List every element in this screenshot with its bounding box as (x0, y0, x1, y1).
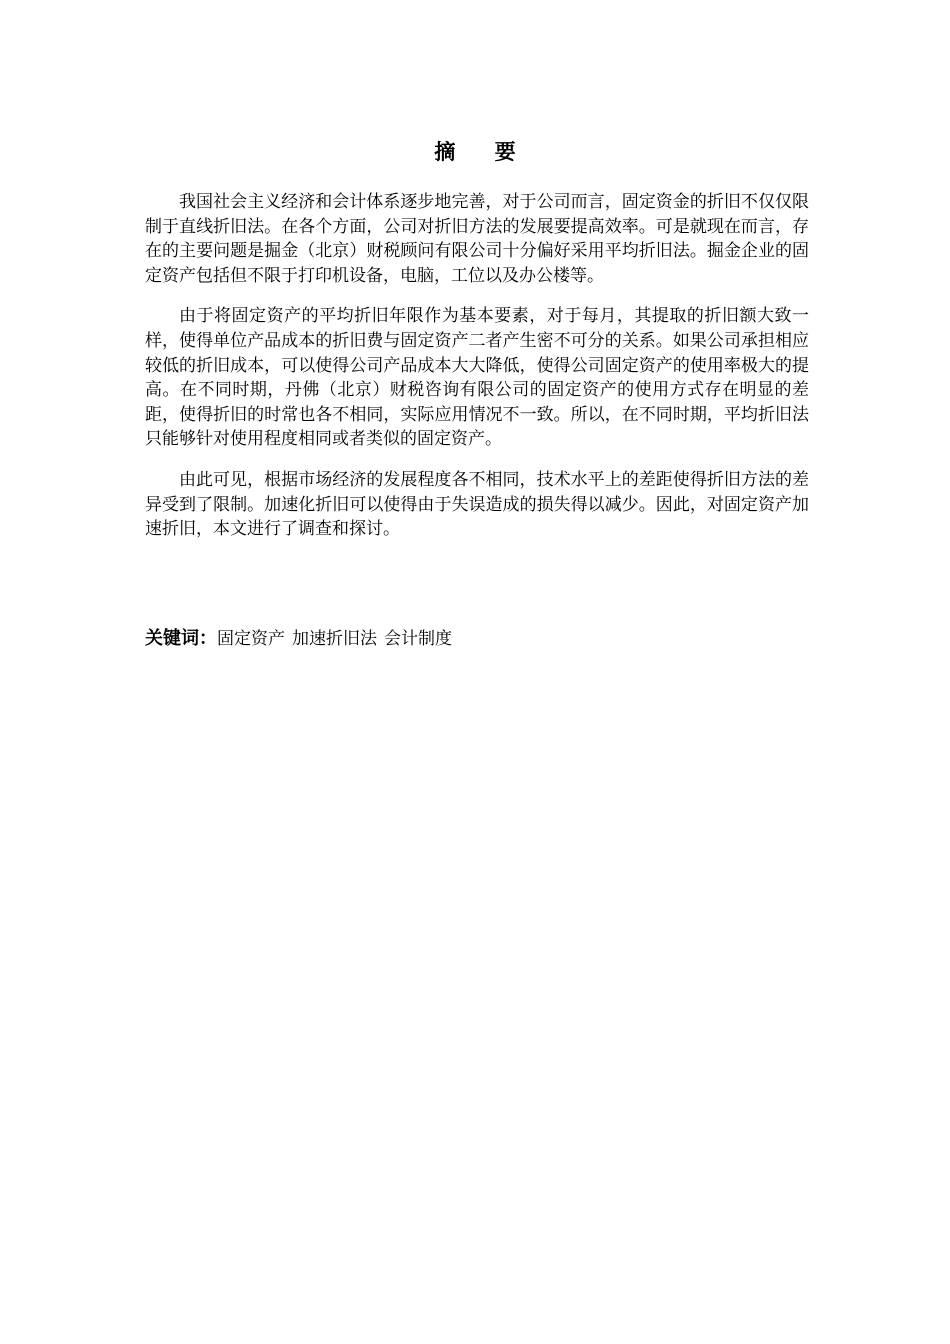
keyword-item: 加速折旧法 (292, 629, 377, 649)
abstract-paragraph-3: 由此可见，根据市场经济的发展程度各不相同，技术水平上的差距使得折旧方法的差异受到了限制。加速化折旧可以使得由于失误造成的损失得以减少。因此，对固定资产加速折旧，本文进行了调查和探讨。 (145, 469, 809, 540)
keyword-item: 固定资产 (217, 629, 285, 649)
keywords-label: 关键词： (145, 628, 217, 649)
keyword-item: 会计制度 (384, 629, 452, 649)
keywords-line (145, 626, 809, 652)
abstract-paragraph-1: 我国社会主义经济和会计体系逐步地完善，对于公司而言，固定资金的折旧不仅仅限制于直线折旧法。在各个方面，公司对折旧方法的发展要提高效率。可是就现在而言，存在的主要问题是掘金（北京）财税顾问有限公司十分偏好采用平均折旧法。掘金企业的固定资产包括但不限于打印机设备，电脑，工位以及办公楼等。 (145, 192, 809, 286)
abstract-paragraph-2: 由于将固定资产的平均折旧年限作为基本要素，对于每月，其提取的折旧额大致一样，使得单位产品成本的折旧费与固定资产二者产生密不可分的关系。如果公司承担相应较低的折旧成本，可以使得公司产品成本大大降低，使得公司固定资产的使用率极大的提高。在不同时期，丹佛（北京）财税咨询有限公司的固定资产的使用方式存在明显的差距，使得折旧的时常也各不相同，实际应用情况不一致。所以，在不同时期，平均折旧法只能够针对使用程度相同或者类似的固定资产。 (145, 306, 809, 450)
abstract-title: 摘 要 (434, 140, 532, 164)
abstract-body (145, 190, 809, 558)
